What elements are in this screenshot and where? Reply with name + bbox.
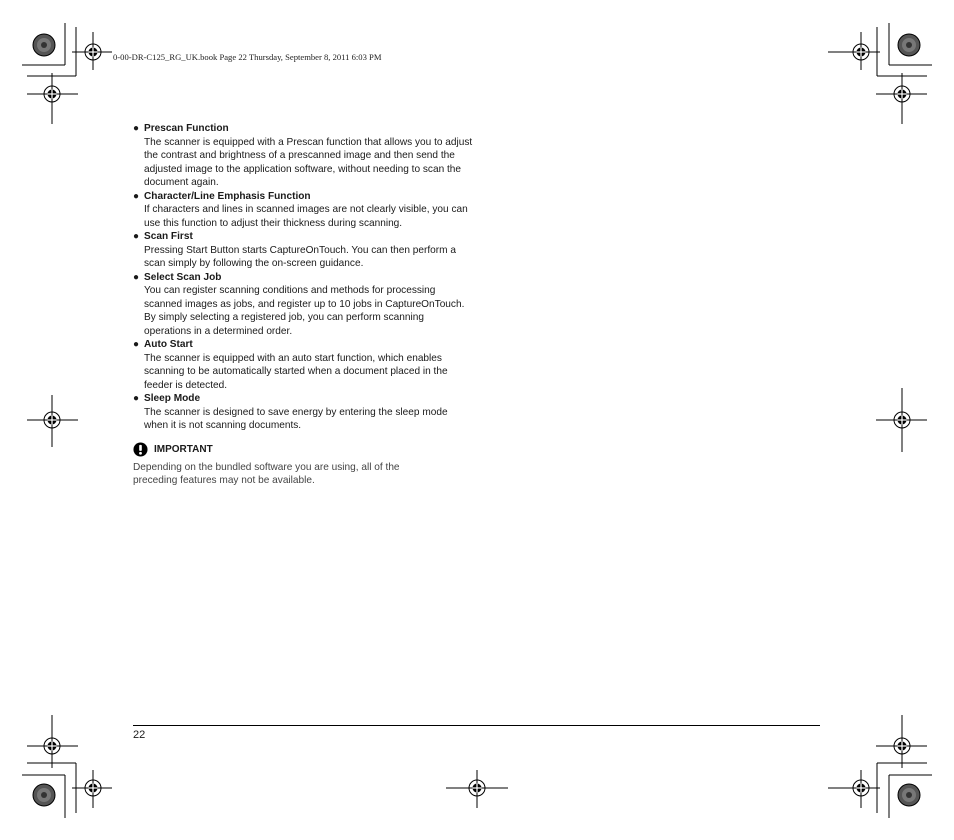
feature-item bbox=[133, 122, 473, 190]
feature-title: Prescan Function bbox=[144, 123, 229, 134]
feature-item bbox=[133, 338, 473, 392]
exclamation-icon bbox=[133, 442, 148, 457]
feature-item bbox=[133, 271, 473, 339]
feature-list bbox=[133, 122, 473, 488]
bullet-icon: ● bbox=[133, 123, 140, 134]
feature-description: The scanner is equipped with a Prescan function that allows you to adjust the contrast and brightness of a prescanned image and then send the adjusted image to the application software, without needing to scan the document again. bbox=[144, 136, 473, 188]
feature-title: Auto Start bbox=[144, 339, 193, 350]
feature-item bbox=[133, 392, 473, 433]
feature-description: The scanner is designed to save energy by entering the sleep mode when it is not scanning documents. bbox=[144, 406, 448, 431]
feature-description: If characters and lines in scanned images are not clearly visible, you can use this function to adjust their thickness during scanning. bbox=[144, 204, 468, 229]
feature-description: The scanner is equipped with an auto start function, which enables scanning to be automatically started when a document placed in the feeder is detected. bbox=[144, 352, 448, 391]
feature-title: Sleep Mode bbox=[144, 393, 201, 404]
page-number: 22 bbox=[133, 729, 146, 741]
important-note bbox=[133, 441, 473, 488]
print-info-header: 0-00-DR-C125_RG_UK.book Page 22 Thursday, September 8, 2011 6:03 PM bbox=[113, 52, 382, 62]
bullet-icon: ● bbox=[133, 393, 140, 404]
feature-title: Scan First bbox=[144, 231, 193, 242]
feature-title: Select Scan Job bbox=[144, 271, 222, 283]
bullet-icon: ● bbox=[133, 190, 140, 202]
important-label: IMPORTANT bbox=[154, 443, 213, 455]
important-text: Depending on the bundled software you are using, all of the preceding features may not be available. bbox=[133, 461, 400, 486]
feature-item bbox=[133, 190, 473, 231]
feature-description: You can register scanning conditions and methods for processing scanned images as jobs, and register up to 10 jobs in CaptureOnTouch. By simply selecting a registered job, you can perform scanning operations in a determined order. bbox=[144, 285, 465, 337]
feature-item bbox=[133, 230, 473, 271]
feature-title: Character/Line Emphasis Function bbox=[144, 190, 311, 202]
feature-description: Pressing Start Button starts CaptureOnTouch. You can then perform a scan simply by following the on-screen guidance. bbox=[144, 244, 456, 269]
bullet-icon: ● bbox=[133, 339, 140, 350]
bullet-icon: ● bbox=[133, 231, 140, 242]
footer-divider bbox=[133, 725, 820, 726]
bullet-icon: ● bbox=[133, 271, 140, 283]
